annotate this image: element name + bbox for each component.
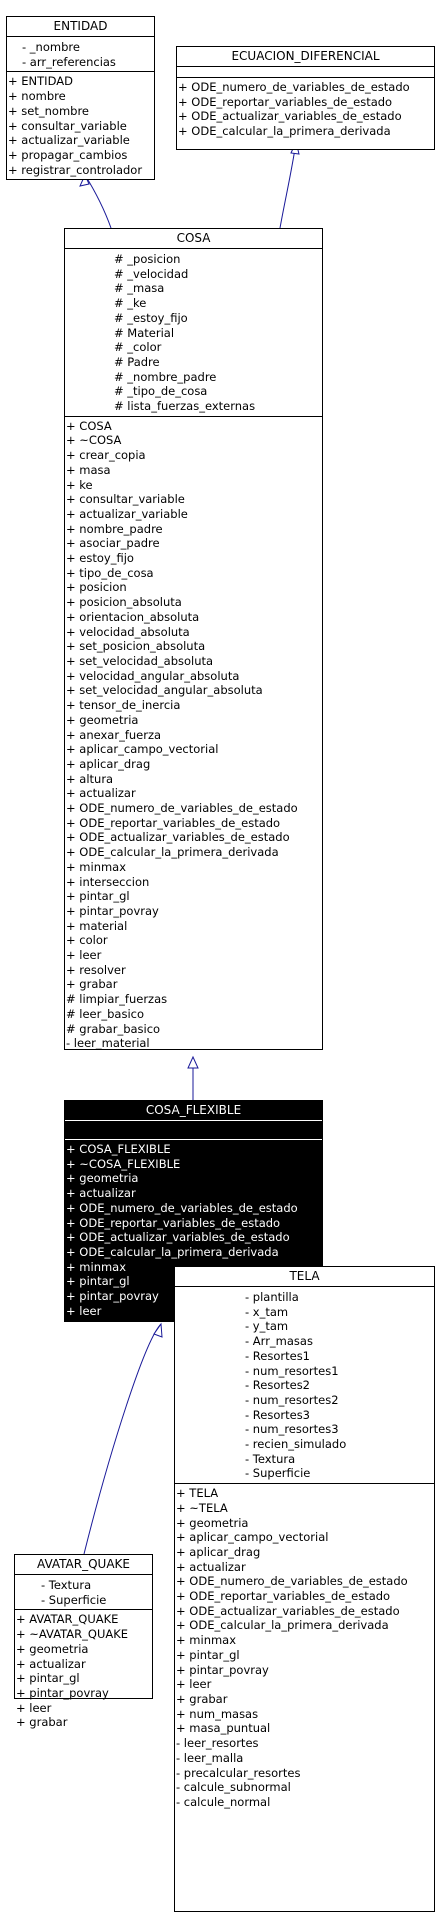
attribute: - Superficie xyxy=(41,1592,107,1607)
method: + actualizar xyxy=(176,1559,246,1574)
method: # leer_basico xyxy=(66,1006,145,1021)
method: + actualizar_variable xyxy=(66,506,188,521)
attribute: - num_resortes2 xyxy=(245,1392,339,1407)
class-attributes xyxy=(175,1287,434,1484)
method: + ODE_numero_de_variables_de_estado xyxy=(66,1200,298,1215)
attribute: - Arr_masas xyxy=(245,1334,313,1349)
method: + set_nombre xyxy=(8,103,89,118)
attribute: - _nombre xyxy=(22,40,80,54)
method: + pintar_povray xyxy=(66,1289,159,1304)
method: + ~TELA xyxy=(176,1500,228,1515)
arrowhead-cosa xyxy=(188,1057,198,1068)
method: + pintar_povray xyxy=(176,1662,269,1677)
method: + ODE_reportar_variables_de_estado xyxy=(66,1215,281,1230)
method: + ODE_calcular_la_primera_derivada xyxy=(176,1618,389,1633)
method: + set_velocidad_absoluta xyxy=(66,653,214,668)
method: - leer_malla xyxy=(176,1750,244,1765)
attribute: - y_tam xyxy=(245,1319,289,1334)
method: + consultar_variable xyxy=(8,118,127,133)
attribute: # _posicion xyxy=(114,252,181,266)
attribute: - Resortes3 xyxy=(245,1407,311,1422)
attribute: # Padre xyxy=(114,354,160,369)
method: + altura xyxy=(66,771,114,786)
method: + anexar_fuerza xyxy=(66,727,162,742)
method: + COSA xyxy=(66,418,112,433)
method: + actualizar xyxy=(66,1186,136,1201)
method: + ODE_reportar_variables_de_estado xyxy=(178,94,393,109)
method: + actualizar xyxy=(16,1656,86,1671)
method: + geometria xyxy=(176,1515,249,1530)
class-cosa[interactable] xyxy=(64,228,323,1050)
method: + propagar_cambios xyxy=(8,147,128,162)
method: - leer_material xyxy=(66,1036,150,1051)
attribute: - recien_simulado xyxy=(245,1437,347,1452)
method: + posicion xyxy=(66,580,127,595)
method: + grabar xyxy=(16,1715,68,1730)
attribute: # _color xyxy=(114,340,162,355)
method: + geometria xyxy=(66,1171,139,1186)
method: + minmax xyxy=(66,1259,127,1274)
method: + ~AVATAR_QUAKE xyxy=(16,1627,129,1642)
method: + nombre_padre xyxy=(66,521,163,536)
method: - precalcular_resortes xyxy=(176,1765,301,1780)
method: + color xyxy=(66,933,108,948)
method: + set_posicion_absoluta xyxy=(66,639,206,654)
class-tela[interactable] xyxy=(174,1266,435,1912)
class-name: TELA xyxy=(175,1267,434,1287)
method: + registrar_controlador xyxy=(8,162,143,177)
method: + material xyxy=(66,918,128,933)
class-methods xyxy=(15,1610,152,1732)
class-name: COSA xyxy=(65,229,322,249)
method: + pintar_gl xyxy=(176,1647,240,1662)
attribute: - arr_referencias xyxy=(22,54,116,69)
attribute: - Resortes2 xyxy=(245,1378,311,1393)
method: + ODE_actualizar_variables_de_estado xyxy=(66,1230,290,1245)
method: + ODE_reportar_variables_de_estado xyxy=(176,1589,391,1604)
class-name: ENTIDAD xyxy=(7,17,154,37)
method: + aplicar_drag xyxy=(176,1544,261,1559)
method: + velocidad_angular_absoluta xyxy=(66,668,240,683)
attribute: # lista_fuerzas_externas xyxy=(114,399,256,414)
attribute: - num_resortes1 xyxy=(245,1363,339,1378)
method: + leer xyxy=(66,1303,102,1318)
method: + ODE_numero_de_variables_de_estado xyxy=(66,801,298,816)
method: - calcule_normal xyxy=(176,1794,271,1809)
method: + velocidad_absoluta xyxy=(66,624,190,639)
method: + minmax xyxy=(176,1633,237,1648)
method: + num_masas xyxy=(176,1706,259,1721)
method: # limpiar_fuerzas xyxy=(66,992,168,1007)
method: + ~COSA_FLEXIBLE xyxy=(66,1156,181,1171)
method: + tensor_de_inercia xyxy=(66,698,181,713)
method: + pintar_povray xyxy=(66,903,159,918)
method: - calcule_subnormal xyxy=(176,1780,291,1795)
attribute: # _velocidad xyxy=(114,266,189,281)
method: + leer xyxy=(66,948,102,963)
method: + leer xyxy=(176,1677,212,1692)
method: + estoy_fijo xyxy=(66,551,134,566)
method: + orientacion_absoluta xyxy=(66,609,200,624)
method: + nombre xyxy=(8,89,66,104)
method: + aplicar_campo_vectorial xyxy=(66,742,219,757)
attribute: # _tipo_de_cosa xyxy=(114,384,208,399)
method: + ~COSA xyxy=(66,433,122,448)
method: + TELA xyxy=(176,1486,219,1501)
method: + pintar_gl xyxy=(66,1274,130,1289)
method: + actualizar_variable xyxy=(8,133,130,148)
method: + tipo_de_cosa xyxy=(66,565,154,580)
method: + consultar_variable xyxy=(66,492,185,507)
method: + AVATAR_QUAKE xyxy=(16,1612,119,1627)
class-entidad[interactable] xyxy=(6,16,155,180)
method: + ODE_calcular_la_primera_derivada xyxy=(66,1244,279,1259)
method: + ODE_actualizar_variables_de_estado xyxy=(178,109,402,124)
class-attributes xyxy=(15,1575,152,1610)
class-methods xyxy=(65,417,322,1053)
class-attributes xyxy=(65,1121,322,1140)
class-name: ECUACION_DIFERENCIAL xyxy=(177,47,434,67)
attribute: - Resortes1 xyxy=(245,1348,311,1363)
method: + pintar_gl xyxy=(66,889,130,904)
method: + ENTIDAD xyxy=(8,74,73,89)
method: + ODE_reportar_variables_de_estado xyxy=(66,815,281,830)
method: + posicion_absoluta xyxy=(66,595,182,610)
class-methods xyxy=(175,1484,434,1811)
attribute: - Superficie xyxy=(245,1466,311,1481)
method: + resolver xyxy=(66,962,126,977)
method: + ODE_calcular_la_primera_derivada xyxy=(178,124,391,139)
method: + aplicar_campo_vectorial xyxy=(176,1530,329,1545)
class-name: AVATAR_QUAKE xyxy=(15,1555,152,1575)
method: + ODE_numero_de_variables_de_estado xyxy=(178,80,410,94)
attribute: # Material xyxy=(114,325,175,340)
class-attributes xyxy=(177,67,434,78)
method: + masa xyxy=(66,462,111,477)
method: + minmax xyxy=(66,859,127,874)
attribute: # _masa xyxy=(114,281,165,296)
edge-cosa-ecuacion xyxy=(280,142,296,228)
method: + pintar_gl xyxy=(16,1671,80,1686)
method: + ke xyxy=(66,477,93,492)
method: + masa_puntual xyxy=(176,1721,271,1736)
method: + aplicar_drag xyxy=(66,756,151,771)
method: + ODE_numero_de_variables_de_estado xyxy=(176,1574,408,1589)
class-methods xyxy=(177,78,434,141)
method: + set_velocidad_angular_absoluta xyxy=(66,683,263,698)
method: + leer xyxy=(16,1700,52,1715)
attribute: - Textura xyxy=(245,1451,296,1466)
method: + interseccion xyxy=(66,874,150,889)
method: + COSA_FLEXIBLE xyxy=(66,1142,171,1156)
method: + pintar_povray xyxy=(16,1685,109,1700)
attribute: - plantilla xyxy=(245,1290,299,1304)
edge-avatar-cosaflex xyxy=(84,1324,161,1554)
method: + ODE_calcular_la_primera_derivada xyxy=(66,845,279,860)
method: + actualizar xyxy=(66,786,136,801)
method: + grabar xyxy=(176,1691,228,1706)
method: # grabar_basico xyxy=(66,1021,161,1036)
class-attributes xyxy=(7,37,154,72)
method: + crear_copia xyxy=(66,448,146,463)
method: + ODE_actualizar_variables_de_estado xyxy=(176,1603,400,1618)
method: + geometria xyxy=(16,1641,89,1656)
attribute: - x_tam xyxy=(245,1304,289,1319)
class-methods xyxy=(7,72,154,179)
attribute: - Textura xyxy=(41,1578,92,1592)
class-attributes xyxy=(65,249,322,417)
attribute: - num_resortes3 xyxy=(245,1422,339,1437)
class-name: COSA_FLEXIBLE xyxy=(65,1101,322,1121)
attribute: # _estoy_fijo xyxy=(114,310,188,325)
method: + geometria xyxy=(66,712,139,727)
class-avatar-quake[interactable] xyxy=(14,1554,153,1730)
attribute: # _ke xyxy=(114,296,147,311)
class-ecuacion-diferencial[interactable] xyxy=(176,46,435,150)
method: - leer_resortes xyxy=(176,1736,259,1751)
arrowhead-cosaflex-1 xyxy=(154,1324,162,1337)
method: + grabar xyxy=(66,977,118,992)
method: + ODE_actualizar_variables_de_estado xyxy=(66,830,290,845)
method: + asociar_padre xyxy=(66,536,160,551)
attribute: # _nombre_padre xyxy=(114,369,217,384)
